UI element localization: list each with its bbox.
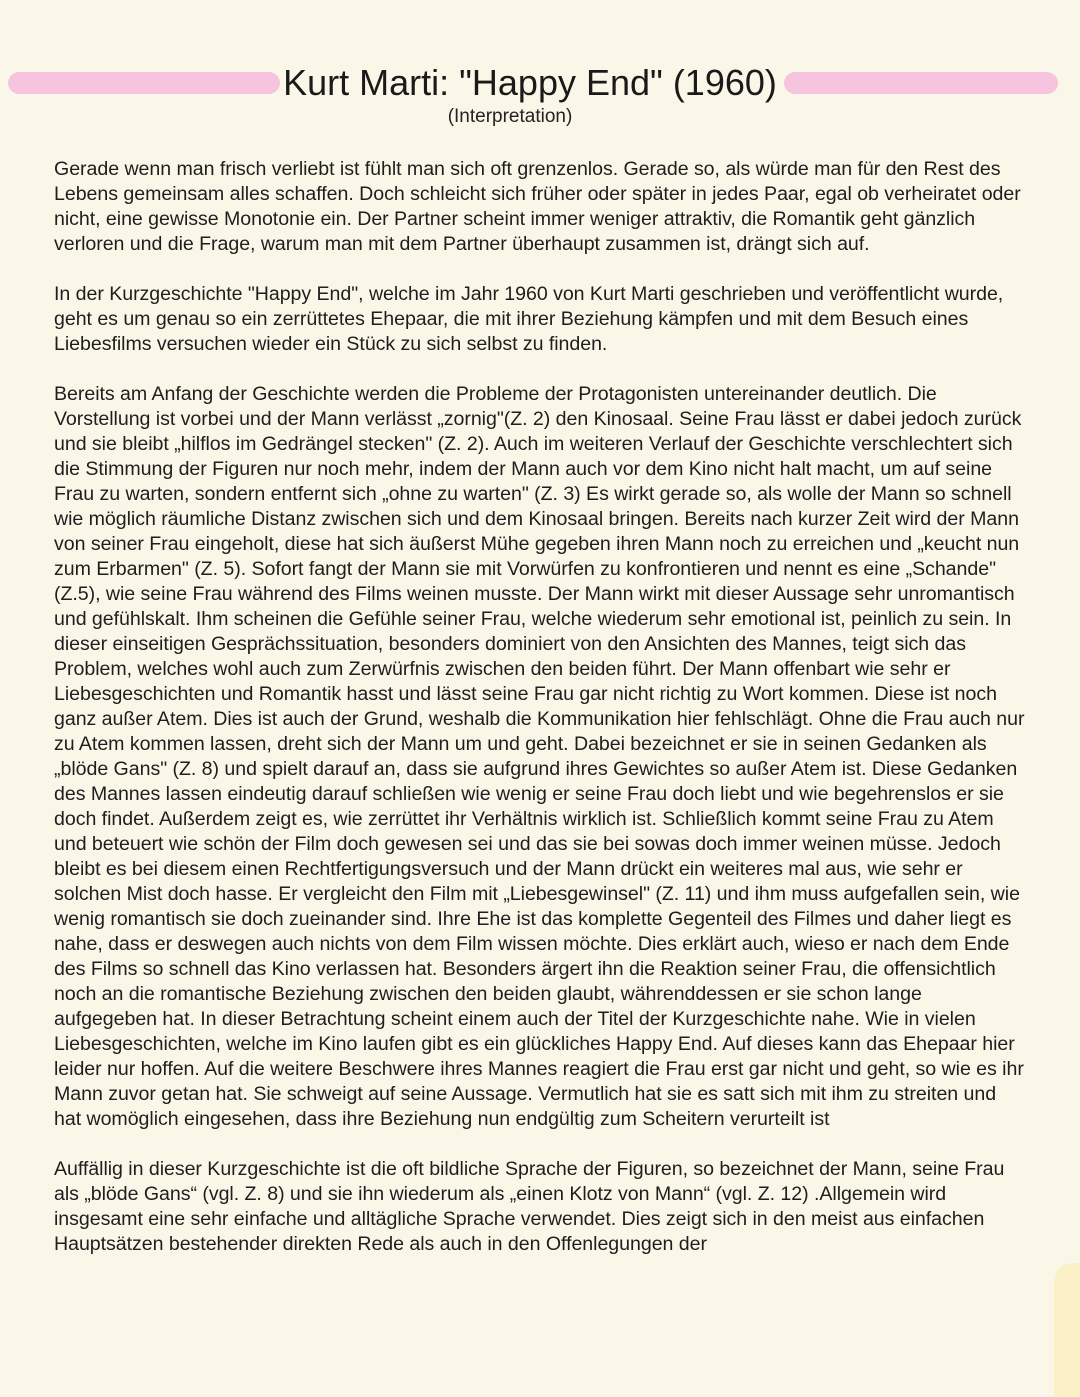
page-subtitle: (Interpretation) <box>447 106 573 127</box>
left-accent-line <box>8 72 280 94</box>
paragraph-analysis: Bereits am Anfang der Geschichte werden die Probleme der Protagonisten untereinander deutlich. Die Vorstellung ist vorbei und der Mann verlässt „zornig"(Z. 2) den Kinosaal. Seine Frau lässt er dabei jedoch zurück und sie bleibt „hilflos im Gedrängel stecken" (Z. 2). Auch im weiteren Verlauf der Geschichte verschlechtert sich die Stimmung der Figuren nur noch mehr, indem der Mann auch vor dem Kino nicht halt macht, um auf seine Frau zu warten, sondern entfernt sich „ohne zu warten" (Z. 3) Es wirkt gerade so, als wolle der Mann so schnell wie möglich räumliche Distanz zwischen sich und dem Kinosaal bringen. Bereits nach kurzer Zeit wird der Mann von seiner Frau eingeholt, diese hat sich äußerst Mühe gegeben ihren Mann noch zu erreichen und „keucht nun zum Erbarmen" (Z. 5). Sofort fangt der Mann sie mit Vorwürfen zu konfrontieren und nennt es eine „Schande" (Z.5), wie seine Frau während des Films weinen musste. Der Mann wirkt mit dieser Aussage sehr unromantisch und gefühlskalt. Ihm scheinen die Gefühle seiner Frau, welche wiederum sehr emotional ist, peinlich zu sein. In dieser einseitigen Gesprächssituation, besonders dominiert von den Ansichten des Mannes, teigt sich das Problem, welches wohl auch zum Zerwürfnis zwischen den beiden führt. Der Mann offenbart wie sehr er Liebesgeschichten und Romantik hasst und lässt seine Frau gar nicht richtig zu Wort kommen. Diese ist noch ganz außer Atem. Dies ist auch der Grund, weshalb die Kommunikation hier fehlschlägt. Ohne die Frau auch nur zu Atem kommen lassen, dreht sich der Mann um und geht. Dabei bezeichnet er sie in seinen Gedanken als „blöde Gans" (Z. 8) und spielt darauf an, dass sie aufgrund ihres Gewichtes so außer Atem ist. Diese Gedanken des Mannes lassen eindeutig darauf schließen wie wenig er seine Frau doch liebt und wie begehrenslos er sie doch findet. Außerdem zeigt es, wie zerrüttet ihr Verhältnis wirklich ist. Schließlich kommt seine Frau zu Atem und beteuert wie schön der Film doch gewesen sei und das sie bei sowas doch immer weinen müsse. Jedoch bleibt es bei diesem einen Rechtfertigungsversuch und der Mann drückt ein weiteres mal aus, wie sehr er solchen Mist doch hasse. Er vergleicht den Film mit „Liebesgewinsel" (Z. 11) und ihm muss aufgefallen sein, wie wenig romantisch sie doch zueinander sind. Ihre Ehe ist das komplette Gegenteil des Filmes und daher liegt es nahe, dass er deswegen auch nichts von dem Film wissen möchte. Dies erklärt auch, wieso er nach dem Ende des Films so schnell das Kino verlassen hat. Besonders ärgert ihn die Reaktion seiner Frau, die offensichtlich noch an die romantische Beziehung zwischen den beiden glaubt, währenddessen er sie schon lange aufgegeben hat. In dieser Betrachtung scheint einem auch der Titel der Kurzgeschichte nahe. Wie in vielen Liebesgeschichten, welche im Kino laufen gibt es ein glückliches Happy End. Auf dieses kann das Ehepaar hier leider nur hoffen. Auf die weitere Beschwere ihres Mannes reagiert die Frau erst gar nicht und geht, so wie es ihr Mann zuvor getan hat. Sie schweigt auf seine Aussage. Vermutlich hat sie es satt sich mit ihm zu streiten und hat womöglich eingesehen, dass ihre Beziehung nun endgültig zum Scheitern verurteilt ist <box>54 383 1025 1130</box>
paragraph-summary: In der Kurzgeschichte "Happy End", welche im Jahr 1960 von Kurt Marti geschrieben und veröffentlicht wurde, geht es um genau so ein zerrüttetes Ehepaar, die mit ihrer Beziehung kämpfen und mit dem Besuch eines Liebesfilms versuchen wieder ein Stück zu sich selbst zu finden. <box>54 283 1004 355</box>
paragraph-language: Auffällig in dieser Kurzgeschichte ist die oft bildliche Sprache der Figuren, so bezeichnet der Mann, seine Frau als „blöde Gans“ (vgl. Z. 8) und sie ihn wiederum als „einen Klotz von Mann“ (vgl. Z. 12) .Allgemein wird insgesamt eine sehr einfache und alltägliche Sprache verwendet. Dies zeigt sich in den meist aus einfachen Hauptsätzen bestehender direkten Rede als auch in den Offenlegungen der <box>54 1158 1005 1255</box>
paragraph-intro: Gerade wenn man frisch verliebt ist fühlt man sich oft grenzenlos. Gerade so, als würde man für den Rest des Lebens gemeinsam alles schaffen. Doch schleicht sich früher oder später in jedes Paar, egal ob verheiratet oder nicht, eine gewisse Monotonie ein. Der Partner scheint immer weniger attraktiv, die Romantik geht gänzlich verloren und die Frage, warum man mit dem Partner überhaupt zusammen ist, drängt sich auf. <box>54 158 1021 255</box>
side-tab <box>1054 1263 1080 1397</box>
page-title: Kurt Marti: "Happy End" (1960) <box>283 62 777 103</box>
title-bar <box>0 60 1080 108</box>
document-body <box>54 157 1026 1282</box>
right-accent-line <box>784 72 1058 94</box>
